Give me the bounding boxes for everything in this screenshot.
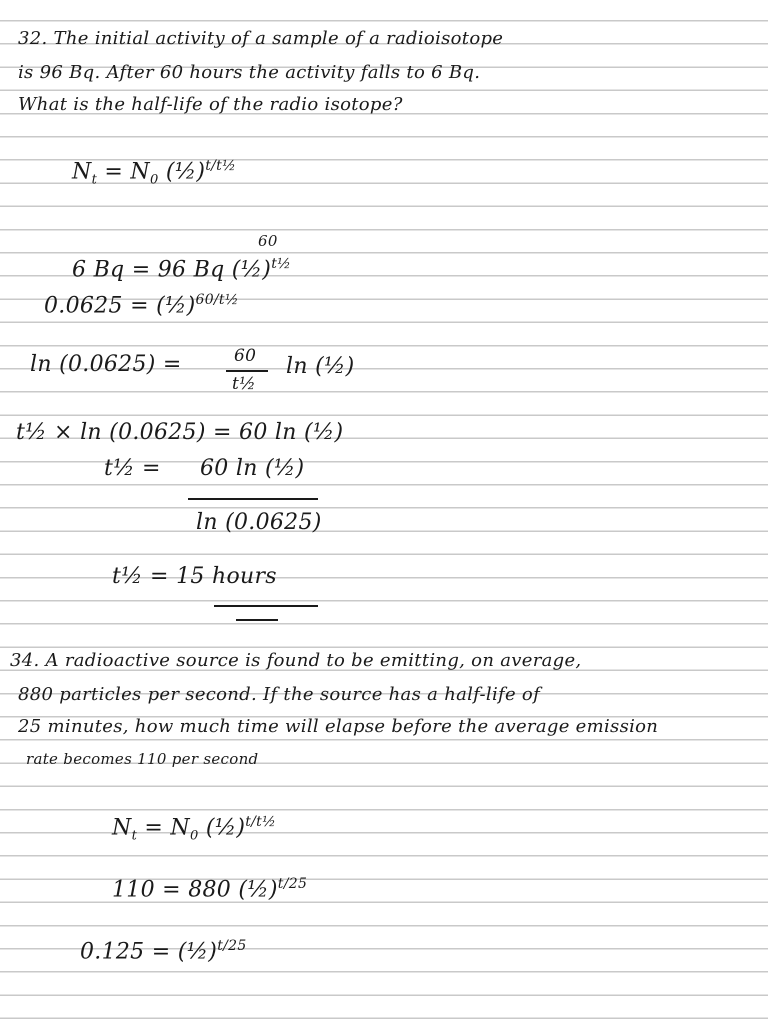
q33-eq3-body: 0.0625 = (½)	[44, 293, 196, 319]
q33-answer-underline	[214, 605, 318, 607]
q34-eq2	[112, 876, 307, 902]
q33-formula-mid-sub: 0	[149, 172, 159, 188]
q33-eq6-left: t½ =	[104, 456, 161, 481]
q33-line-1: 32. The initial activity of a sample of a radioisotope	[18, 28, 504, 49]
q33-formula-mid: = N	[97, 159, 150, 185]
q33-eq2-exp-num: 60	[258, 232, 278, 250]
q34-eq2-body: 110 = 880 (½)	[112, 877, 278, 903]
q34-formula-mid: = N	[137, 815, 190, 841]
q33-formula-exp: t/t½	[205, 158, 236, 174]
q33-eq2-body: 6 Bq = 96 Bq (½)	[72, 257, 272, 283]
q33-answer-underline-2	[236, 619, 278, 621]
q33-line-2: is 96 Bq. After 60 hours the activity falls to 6 Bq.	[18, 62, 481, 83]
q33-formula	[72, 158, 236, 188]
q33-eq4-num: 60	[234, 346, 257, 366]
q34-formula-lhs-sub: t	[131, 828, 138, 844]
q33-eq5: t½ × ln (0.0625) = 60 ln (½)	[16, 420, 344, 445]
q33-eq6-frac-line	[188, 498, 318, 500]
q34-line-1: 34. A radioactive source is found to be emitting, on average,	[10, 650, 582, 671]
q34-formula-lhs: N	[112, 815, 132, 841]
q33-line-3: What is the half-life of the radio isotope?	[18, 94, 403, 115]
q34-eq3-exp: t/25	[217, 938, 247, 954]
q33-formula-base: (½)	[158, 159, 206, 185]
q33-eq3-exp: 60/t½	[195, 292, 239, 308]
q34-formula	[112, 814, 276, 844]
q34-formula-base: (½)	[198, 815, 246, 841]
q34-line-4: rate becomes 110 per second	[26, 750, 259, 768]
q33-eq4-left: ln (0.0625) =	[30, 352, 182, 377]
q34-formula-exp: t/t½	[245, 814, 276, 830]
q33-eq4-frac-line	[226, 370, 268, 372]
q34-line-3: 25 minutes, how much time will elapse before the average emission	[18, 716, 659, 737]
q34-line-2: 880 particles per second. If the source has a half-life of	[18, 684, 541, 705]
q34-eq3	[80, 938, 247, 964]
q33-eq2-exp-den: t½	[271, 256, 291, 272]
q34-eq2-exp: t/25	[277, 876, 308, 892]
q34-eq3-body: 0.125 = (½)	[80, 939, 218, 965]
q33-eq4-right: ln (½)	[286, 354, 355, 379]
q33-eq6-den: ln (0.0625)	[196, 510, 322, 535]
q33-eq2	[72, 256, 291, 282]
q33-eq6-num: 60 ln (½)	[200, 456, 305, 481]
q33-eq3	[44, 292, 239, 318]
q33-formula-lhs-sub: t	[91, 172, 98, 188]
q33-answer: t½ = 15 hours	[112, 564, 277, 589]
q34-formula-mid-sub: 0	[189, 828, 199, 844]
q33-formula-lhs: N	[72, 159, 92, 185]
q33-eq4-den: t½	[232, 374, 256, 394]
